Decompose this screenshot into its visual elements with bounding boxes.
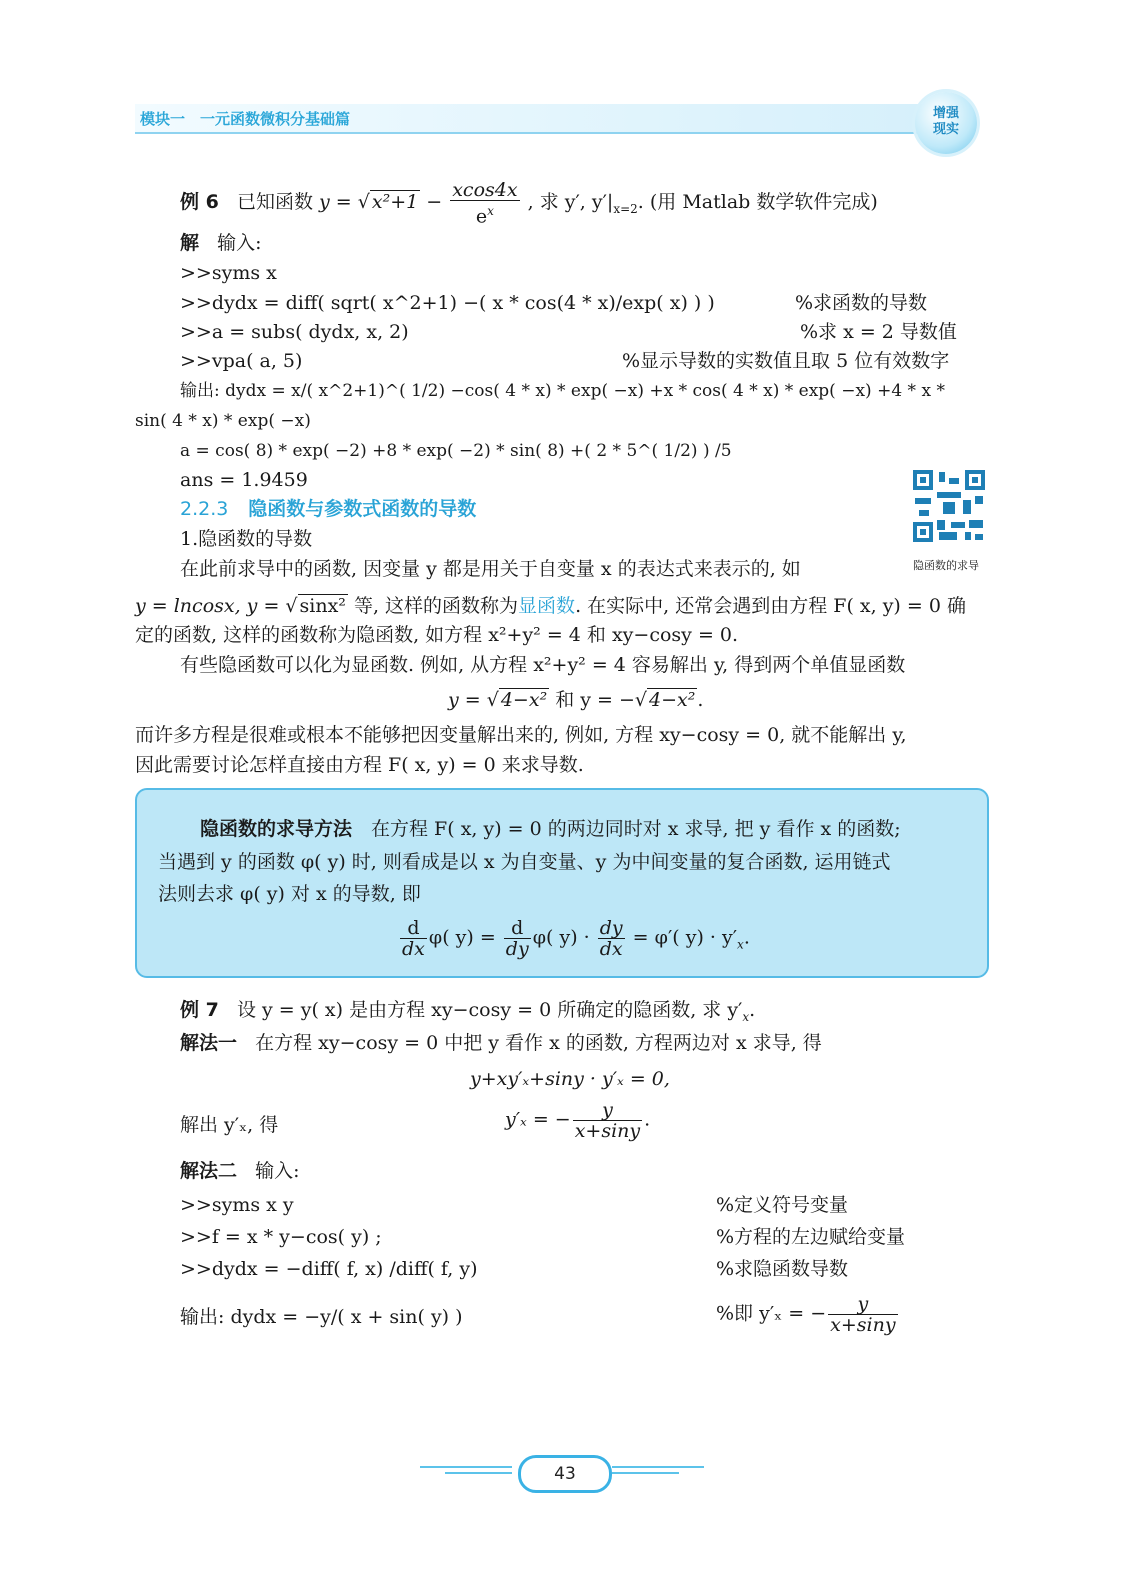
method2-text: 输入: (255, 1160, 300, 1182)
ex7-end: . (749, 999, 756, 1021)
formula-t1: φ( y) = (428, 926, 502, 949)
method2-line (180, 1158, 300, 1184)
method2-label: 解法二 (180, 1160, 238, 1182)
method-line3: 法则去求 φ( y) 对 x 的导数, 即 (158, 883, 421, 905)
ex7-sub: x (742, 1009, 750, 1024)
code-line: >>f = x * y−cos( y) ; (180, 1226, 382, 1248)
ar-badge[interactable] (915, 92, 977, 154)
page-number: 43 (518, 1455, 612, 1493)
footer-line-left (420, 1466, 512, 1468)
method1-text: 在方程 xy−cosy = 0 中把 y 看作 x 的函数, 方程两边对 x 求导, 得 (255, 1032, 822, 1054)
qr-code[interactable] (913, 470, 985, 542)
para2-line3: 而许多方程是很难或根本不能够把因变量解出来的, 例如, 方程 xy−cosy = 0, 就不能解出 y, (135, 724, 907, 746)
sol-fraction (573, 1100, 642, 1141)
formula-sub: x (737, 937, 744, 952)
solution-intro (180, 230, 262, 256)
para1-l2b: 等, 这样的函数称为 (347, 595, 519, 617)
sol-end: . (644, 1108, 651, 1131)
module-title: 模块一 一元函数微积分基础篇 (140, 110, 351, 128)
para2-eq-mid: 和 y = − (549, 689, 635, 711)
solution-text: 输入: (217, 232, 262, 254)
qr-caption: 隐函数的求导 (913, 559, 979, 572)
para2-sqrt1: 4−x² (500, 689, 548, 711)
ex6-frac-den: e (475, 205, 488, 228)
para1-l2c: . 在实际中, 还常会遇到由方程 F( x, y) = 0 确 (575, 595, 966, 617)
output-line: 输出: dydx = x/( x^2+1)^( 1/2) −cos( 4 * x) * exp( −x) +x * cos( 4 * x) * exp( −x) +4 * x * (180, 381, 945, 401)
out-den: x+siny (830, 1314, 896, 1336)
code-comment: %显示导数的实数值且取 5 位有效数字 (622, 350, 950, 372)
para2-eq-a: y = (448, 689, 487, 711)
output-line: 输出: dydx = −y/( x + sin( y) ) (180, 1306, 463, 1328)
output-comment (716, 1294, 900, 1335)
explicit-function-link[interactable]: 显函数 (518, 595, 576, 617)
f1-num: d (400, 918, 427, 939)
out-fraction (828, 1294, 897, 1335)
sol-num: y (573, 1100, 642, 1121)
chain-rule-formula (398, 918, 750, 959)
frac-dy-dx (598, 918, 625, 959)
method1-label: 解法一 (180, 1032, 238, 1054)
para2-line4: 因此需要讨论怎样直接由方程 F( x, y) = 0 来求导数. (135, 754, 584, 776)
sol-den: x+siny (574, 1120, 641, 1142)
para2-eq-end: . (697, 689, 704, 711)
example-label: 例 7 (180, 999, 219, 1021)
formula-end: . (743, 926, 750, 949)
ex6-fraction (450, 180, 519, 226)
para2-sqrt2: 4−x² (649, 689, 696, 711)
ex6-y: y = (319, 191, 358, 214)
badge-line2: 现实 (932, 122, 959, 137)
ex7-text: 设 y = y( x) 是由方程 xy−cosy = 0 所确定的隐函数, 求 y′ (236, 999, 743, 1021)
section-title: 隐函数与参数式函数的导数 (248, 498, 477, 520)
method-line1 (200, 816, 901, 842)
code-comment: %求 x = 2 导数值 (800, 321, 957, 343)
example-label: 例 6 (180, 191, 219, 214)
ex6-minus: − (426, 191, 443, 214)
para1-sqrt: sinx² (299, 595, 346, 617)
f2-den: dy (505, 938, 529, 960)
sol-lhs: y′ₓ = − (505, 1108, 571, 1131)
code-line: >>syms x y (180, 1194, 294, 1216)
code-line: >>a = subs( dydx, x, 2) (180, 321, 409, 343)
section-number: 2.2.3 (180, 498, 229, 520)
method-line2: 当遇到 y 的函数 φ( y) 时, 则看成是以 x 为自变量、y 为中间变量的复合函数, 运用链式 (158, 851, 891, 873)
code-comment: %方程的左边赋给变量 (716, 1226, 906, 1248)
example-6-statement: 例 6 已知函数 y = √ x²+1 − $\frac{xcos4x}{e^x}$ , 求 y′, $y'|_{x=2}$. (用 Matlab 数学软件完成) (180, 179, 878, 228)
subsection-heading: 1.隐函数的导数 (180, 528, 313, 550)
section-heading (180, 496, 476, 522)
para1-l2a: y = lncosx, y = (135, 595, 286, 617)
ex6-post-sub: x=2 (613, 201, 638, 216)
code-comment: %定义符号变量 (716, 1194, 849, 1216)
frac-d-dy (504, 918, 531, 959)
code-comment: %求隐函数导数 (716, 1258, 849, 1280)
footer-line-right (612, 1472, 679, 1474)
badge-line1: 增强 (932, 106, 959, 121)
method1-line (180, 1030, 822, 1056)
solution-formula (505, 1100, 650, 1141)
frac-d-dx (400, 918, 427, 959)
formula-t2: φ( y) · (532, 926, 596, 949)
formula-t3: = φ′( y) · y′ (626, 926, 738, 949)
footer-line-right (612, 1466, 704, 1468)
output-line: ans = 1.9459 (180, 469, 308, 491)
ex6-post2: . (用 Matlab 数学软件完成) (637, 191, 878, 214)
para1-line3: 定的函数, 这样的函数称为隐函数, 如方程 x²+y² = 4 和 xy−cosy = 0. (135, 624, 739, 646)
ex6-frac-num: xcos4x (452, 179, 518, 201)
out-num: y (828, 1294, 897, 1315)
output-line: a = cos( 8) * exp( −2) +8 * exp( −2) * sin( 8) +( 2 * 5^( 1/2) ) /5 (180, 441, 732, 461)
code-line: >>dydx = diff( sqrt( x^2+1) −( x * cos(4 * x)/exp( x) ) ) (180, 292, 715, 314)
method-l1: 在方程 F( x, y) = 0 的两边同时对 x 求导, 把 y 看作 x 的函数; (352, 818, 901, 840)
code-comment: %求函数的导数 (795, 292, 928, 314)
f3-den: dx (599, 938, 623, 960)
example-7-statement (180, 997, 755, 1030)
footer-line-left (445, 1472, 512, 1474)
code-line: >>syms x (180, 262, 277, 284)
solution-label: 解 (180, 232, 200, 254)
ex6-pre: 已知函数 (236, 191, 320, 214)
out-comment-text: %即 y′ₓ = − (716, 1302, 827, 1325)
method-title: 隐函数的求导方法 (200, 818, 353, 840)
para2-equation: y = √ 4−x² 和 y = −√ 4−x² . (448, 689, 704, 711)
ex6-post: , 求 y′, y′| (527, 191, 614, 214)
ex6-sqrt: x²+1 (371, 191, 419, 214)
output-line: sin( 4 * x) * exp( −x) (135, 411, 311, 431)
f3-num: dy (599, 917, 623, 939)
f2-num: d (504, 918, 531, 939)
ex6-frac-sup: x (487, 204, 494, 218)
code-line: >>vpa( a, 5) (180, 350, 303, 372)
para2-line1: 有些隐函数可以化为显函数. 例如, 从方程 x²+y² = 4 容易解出 y, 得到两个单值显函数 (180, 654, 906, 676)
derivative-equation: y+xy′ₓ+siny · y′ₓ = 0, (470, 1068, 670, 1090)
f1-den: dx (402, 938, 425, 960)
para1-line1: 在此前求导中的函数, 因变量 y 都是用关于自变量 x 的表达式来表示的, 如 (180, 558, 801, 580)
code-line: >>dydx = −diff( f, x) /diff( f, y) (180, 1258, 478, 1280)
para1-line2: y = lncosx, y = √ sinx² 等, 这样的函数称为显函数. 在实际中, 还常会遇到由方程 F( x, y) = 0 确 (135, 595, 966, 617)
solve-text: 解出 y′ₓ, 得 (180, 1114, 279, 1136)
